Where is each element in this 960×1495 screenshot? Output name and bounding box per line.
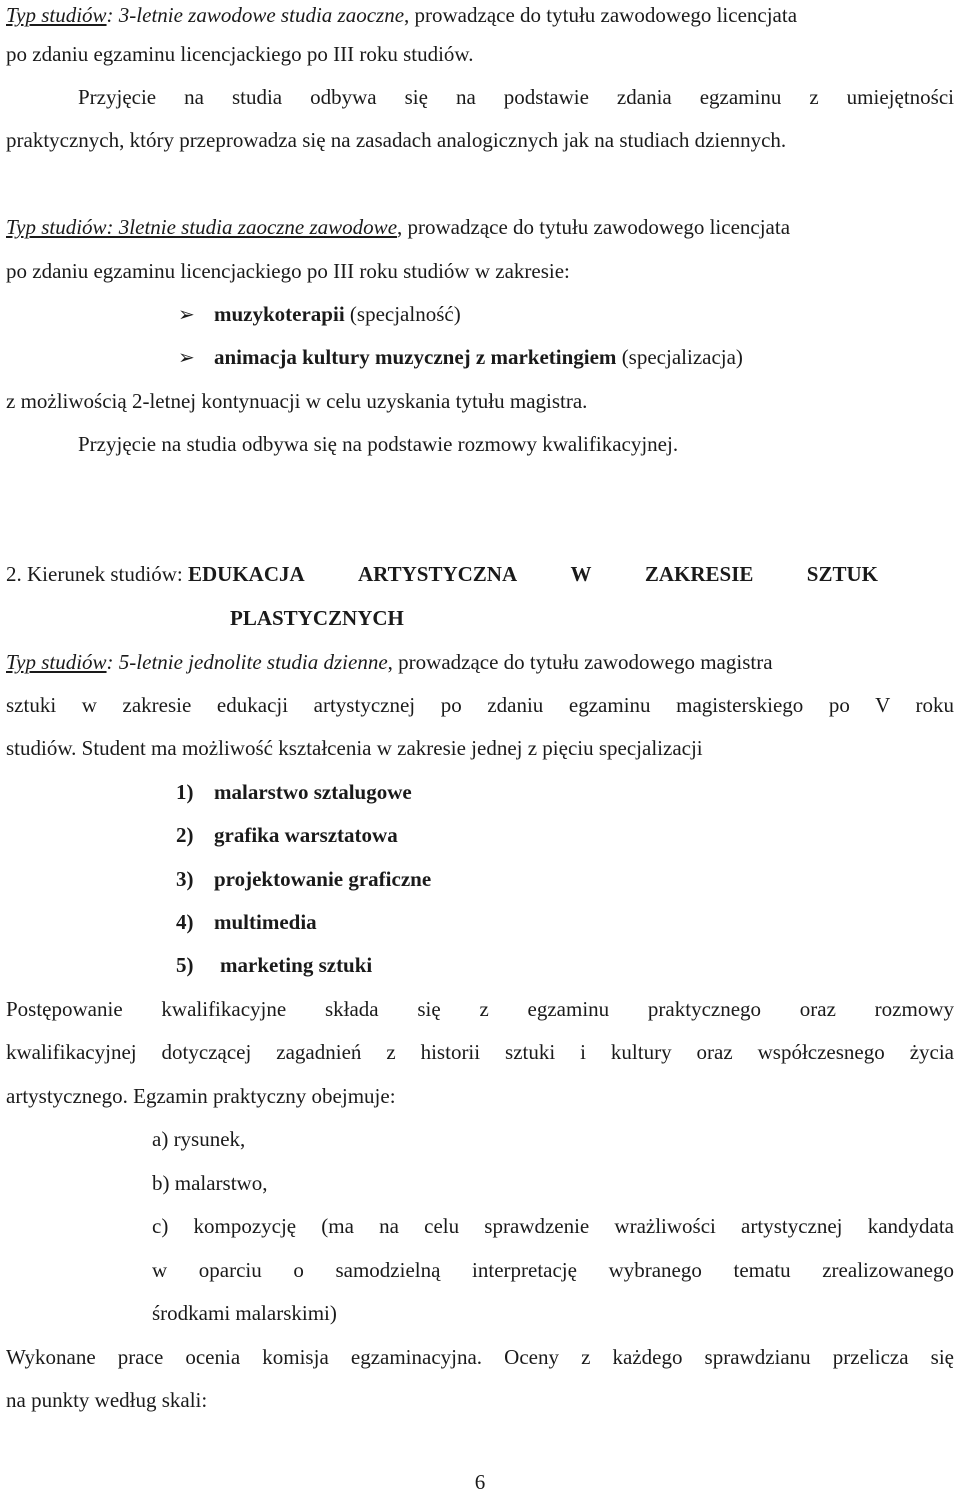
block1-line3: Przyjęcie na studia odbywa się na podstawie zdania egzaminu z umiejętności [78,85,954,109]
section2-heading-line2: PLASTYCZNYCH [230,606,404,630]
section2-heading [6,561,878,587]
section2-line2: sztuki w zakresie edukacji artystycznej po zdaniu egzaminu magisterskiego po V roku [6,693,954,717]
block1-line1 [6,2,954,28]
bullet-item [214,301,954,327]
final-line1: Wykonane prace ocenia komisja egzaminacyjna. Oceny z każdego sprawdzianu przelicza się [6,1345,954,1369]
block2-line1 [6,214,954,240]
final-line2: na punkty według skali: [6,1388,208,1412]
section2-heading-prefix: 2. Kierunek studiów: EDUKACJA [6,562,305,586]
block2-type-label: Typ studiów: 3letnie studia zaoczne zawodowe [6,215,398,239]
specialization-item: 1) malarstwo sztalugowe [176,780,412,804]
block2-line4: Przyjęcie na studia odbywa się na podstawie rozmowy kwalifikacyjnej. [78,432,679,456]
block2-line1-rest: , prowadzące do tytułu zawodowego licencjata [397,215,791,239]
exam-item: b) malarstwo, [152,1171,268,1195]
arrow-bullet-icon: ➢ [178,347,195,369]
heading-word: ARTYSTYCZNA [358,562,518,586]
block2-line2: po zdaniu egzaminu licencjackiego po III roku studiów w zakresie: [6,259,570,283]
section2-type-value: : 5-letnie jednolite studia dzienne [106,650,388,674]
arrow-bullet-icon: ➢ [178,304,195,326]
page-number: 6 [474,1470,486,1494]
exam-item: c) kompozycję (ma na celu sprawdzenie wrażliwości artystycznej kandydata [152,1214,954,1238]
heading-word: W [570,562,592,586]
block1-line1-rest: , prowadzące do tytułu zawodowego licencjata [404,3,798,27]
section2-line1-rest: , prowadzące do tytułu zawodowego magistra [387,650,773,674]
exam-item: a) rysunek, [152,1127,246,1151]
specialization-item: 2) grafika warsztatowa [176,823,398,847]
bullet-bold: muzykoterapii [214,302,345,326]
exam-item: w oparciu o samodzielną interpretację wybranego tematu zrealizowanego [152,1258,954,1282]
section2-type-label: Typ studiów [6,650,107,674]
bullet-bold: animacja kultury muzycznej z marketingiem [214,345,617,369]
block1-type-label: Typ studiów [6,3,107,27]
section2-line1 [6,649,954,675]
procedure-line1: Postępowanie kwalifikacyjne składa się z egzaminu praktycznego oraz rozmowy [6,997,954,1021]
procedure-line3: artystycznego. Egzamin praktyczny obejmuje: [6,1084,396,1108]
bullet-note: (specjalność) [349,302,461,326]
block1-line4: praktycznych, który przeprowadza się na zasadach analogicznych jak na studiach dziennych. [6,128,787,152]
procedure-line2: kwalifikacyjnej dotyczącej zagadnień z historii sztuki i kultury oraz współczesnego życia [6,1040,954,1064]
specialization-item: 5) marketing sztuki [176,953,373,977]
specialization-item: 3) projektowanie graficzne [176,867,432,891]
block1-type-value: : 3-letnie zawodowe studia zaoczne [106,3,405,27]
heading-word: SZTUK [806,562,878,586]
bullet-note: (specjalizacja) [621,345,743,369]
heading-word: ZAKRESIE [644,562,754,586]
section2-line3: studiów. Student ma możliwość kształcenia w zakresie jednej z pięciu specjalizacji [6,736,703,760]
block1-line2: po zdaniu egzaminu licencjackiego po III roku studiów. [6,42,474,66]
exam-item: środkami malarskimi) [152,1301,337,1325]
specialization-item: 4) multimedia [176,910,317,934]
block2-line3: z możliwością 2-letnej kontynuacji w celu uzyskania tytułu magistra. [6,389,588,413]
bullet-item [214,344,954,370]
